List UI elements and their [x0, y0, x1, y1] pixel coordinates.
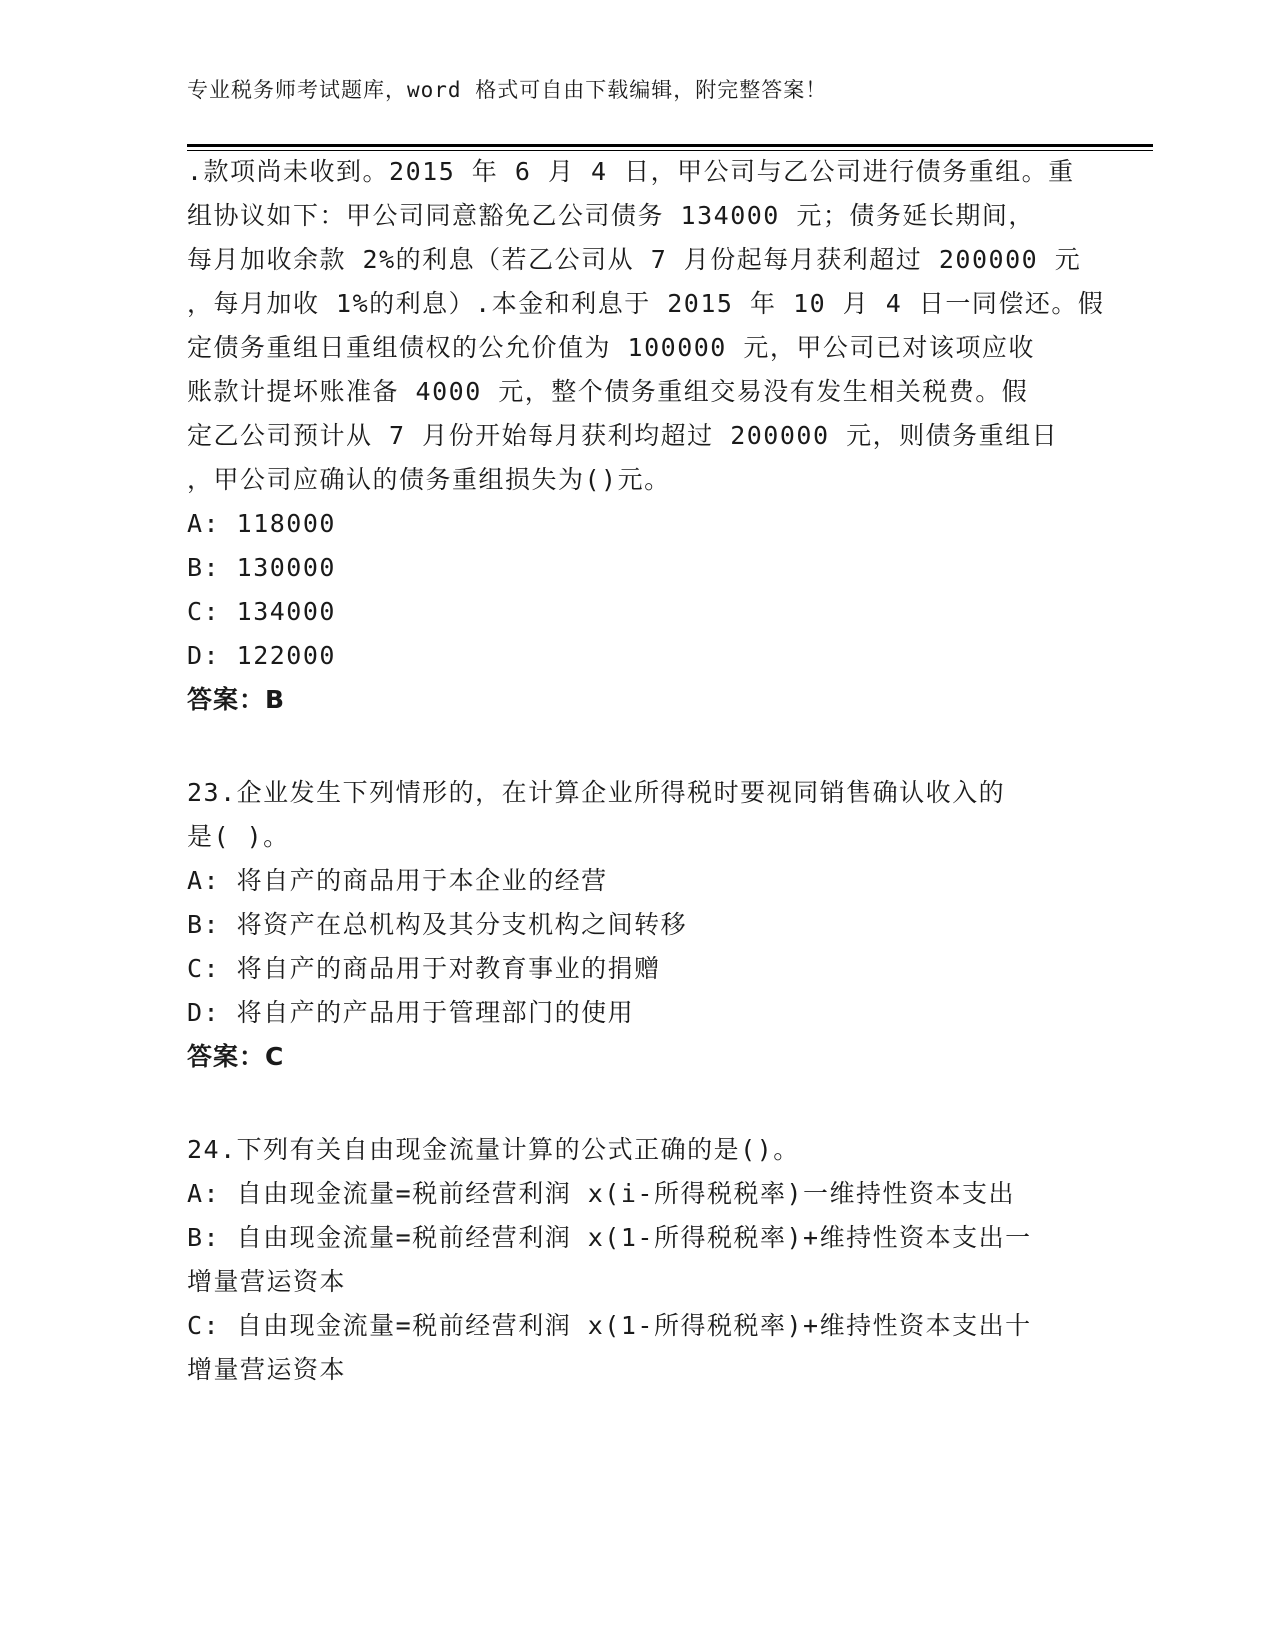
q22-answer: 答案：B [187, 685, 286, 714]
q22-stem-line-2: 组协议如下：甲公司同意豁免乙公司债务 134000 元；债务延长期间， [187, 201, 1035, 230]
q23-option-d: D: 将自产的产品用于管理部门的使用 [187, 998, 635, 1027]
q22-stem-line-6: 账款计提坏账准备 4000 元，整个债务重组交易没有发生相关税费。假 [187, 377, 1029, 406]
q23-answer: 答案：C [187, 1042, 285, 1071]
header-rule-thin [187, 150, 1153, 151]
q24-option-a: A: 自由现金流量=税前经营利润 x(i-所得税税率)一维持性资本支出 [187, 1179, 1016, 1208]
q22-stem-line-7: 定乙公司预计从 7 月份开始每月获利均超过 200000 元，则债务重组日 [187, 421, 1059, 450]
q23-stem-line-2: 是( )。 [187, 822, 290, 851]
q23-option-b: B: 将资产在总机构及其分支机构之间转移 [187, 910, 688, 939]
q24-option-c: C: 自由现金流量=税前经营利润 x(1-所得税税率)+维持性资本支出十 [187, 1311, 1032, 1340]
q22-stem-line-4: ，每月加收 1%的利息）.本金和利息于 2015 年 10 月 4 日一同偿还。假 [187, 289, 1105, 318]
q22-stem-line-5: 定债务重组日重组债权的公允价值为 100000 元，甲公司已对该项应收 [187, 333, 1035, 362]
q22-option-a: A: 118000 [187, 509, 336, 538]
header-rule-thick [187, 144, 1153, 147]
q23-option-a: A: 将自产的商品用于本企业的经营 [187, 866, 608, 895]
q22-option-d: D: 122000 [187, 641, 336, 670]
q24-option-b-continued: 增量营运资本 [187, 1267, 347, 1296]
q24-option-c-continued: 增量营运资本 [187, 1355, 347, 1384]
q24-stem-line-1: 24.下列有关自由现金流量计算的公式正确的是()。 [187, 1135, 800, 1164]
q23-stem-line-1: 23.企业发生下列情形的，在计算企业所得税时要视同销售确认收入的 [187, 778, 1006, 807]
q24-option-b: B: 自由现金流量=税前经营利润 x(1-所得税税率)+维持性资本支出一 [187, 1223, 1032, 1252]
page-header: 专业税务师考试题库，word 格式可自由下载编辑，附完整答案！ [187, 78, 828, 102]
q22-option-b: B: 130000 [187, 553, 336, 582]
q22-option-c: C: 134000 [187, 597, 336, 626]
q22-stem-line-8: ，甲公司应确认的债务重组损失为()元。 [187, 465, 671, 494]
q22-stem-line-1: .款项尚未收到。2015 年 6 月 4 日，甲公司与乙公司进行债务重组。重 [187, 157, 1075, 186]
q22-stem-line-3: 每月加收余款 2%的利息（若乙公司从 7 月份起每月获利超过 200000 元 [187, 245, 1082, 274]
q23-option-c: C: 将自产的商品用于对教育事业的捐赠 [187, 954, 661, 983]
